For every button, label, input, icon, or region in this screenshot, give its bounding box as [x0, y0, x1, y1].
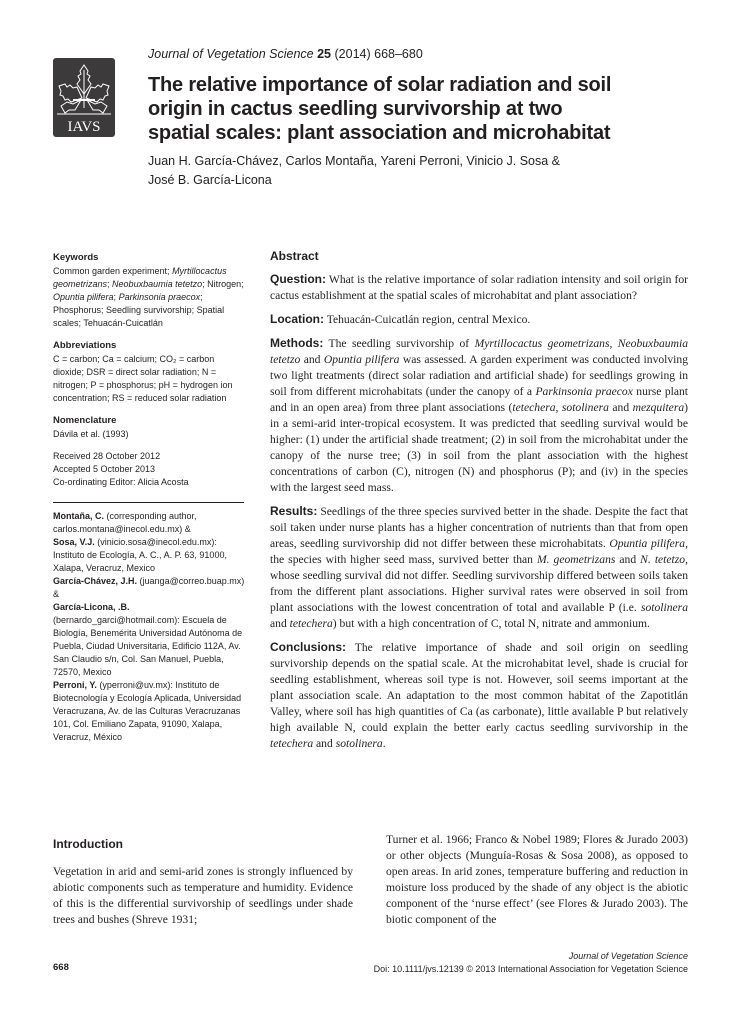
abstract-text: ) but with a high concentration of C, total N, nitrate and ammonium.: [332, 617, 650, 630]
abstract-italic-term: tetechera, sotolinera: [512, 401, 609, 414]
keywords-block: [53, 251, 247, 330]
abstract-section-label: Question:: [270, 272, 326, 286]
abstract-text: nurse plant and in an open area) from three plant associations (: [270, 385, 688, 414]
journal-pages: 668–680: [374, 47, 423, 61]
keyword-italic-term: Myrtillocactus geometrizans: [53, 266, 227, 289]
journal-name: Journal of Vegetation Science: [148, 47, 314, 61]
abstract-text: The relative importance of shade and soil origin on seedling survivorship depends on the spatial scale. At the microhabitat level, shade is crucial for seedling establishment, whereas soil type is not. However, soil seems important at the plant association scale. An adaptation to the most common habitat of the Zapotitlán Valley, where soil has high quantities of Ca (as carbonate), little available P but relatively high available N, could explain the better early cactus seedling survivorship in the: [270, 641, 688, 734]
footer-citation: [374, 950, 688, 976]
introduction-heading: Introduction: [53, 837, 123, 851]
abstract-text: Tehuacán-Cuicatlán region, central Mexico.: [324, 313, 531, 326]
abstract-italic-term: Opuntia pilifera: [323, 353, 400, 366]
affiliation-details: (bernardo_garci@hotmail.com): Escuela de Biología, Benemérita Universidad Autónoma de Puebla, Ciudad Universitaria, Edificio 112A, Av. San Claudio s/n, Col. San Manuel, Puebla, 72570, Mexico: [53, 615, 243, 677]
abstract-italic-term: M. geometrizans: [536, 553, 616, 566]
keyword-text: ;: [113, 292, 119, 302]
abstract-text: , the species with higher seed mass, survived better than: [270, 537, 688, 566]
affiliation-author-name: García-Chávez, J.H.: [53, 576, 138, 586]
keyword-text: ; Phosphorus; Seedling survivorship; Spatial scales; Tehuacán-Cuicatlán: [53, 292, 225, 328]
author-line: Juan H. García-Chávez, Carlos Montaña, Yareni Perroni, Vinicio J. Sosa &: [148, 154, 560, 168]
article-title: The relative importance of solar radiation and soil origin in cactus seedling survivorship at two spatial scales: plant association and microhabitat: [148, 74, 612, 144]
keyword-text: ;: [107, 279, 113, 289]
journal-year: (2014): [334, 47, 371, 61]
abstract-text: and: [300, 353, 324, 366]
footer-journal-name: Journal of Vegetation Science: [568, 951, 688, 961]
journal-citation: [148, 47, 423, 61]
abstract-section-label: Conclusions:: [270, 640, 347, 654]
introduction-paragraph-continued: Turner et al. 1966; Franco & Nobel 1989; Flores & Jurado 2003) or other objects (Munguía-Rosas & Sosa 2008), as opposed to open areas. In arid zones, temperature buffering and reduction in moisture loss produced by the shade of any object is the abiotic component of the ‘nurse effect’ (see Flores & Jurado 2003). The biotic component of the: [386, 833, 688, 926]
keyword-text: Common garden experiment;: [53, 266, 173, 276]
abstract-section: [270, 271, 688, 304]
abstract-italic-term: N. tetetzo: [640, 553, 686, 566]
keyword-italic-term: Opuntia pilifera: [53, 292, 114, 302]
keyword-italic-term: Neobuxbaumia tetetzo: [112, 279, 203, 289]
abstract-section-label: Results:: [270, 504, 318, 518]
author-list: [148, 152, 588, 190]
abstract-italic-term: sotolinera: [335, 737, 383, 750]
keyword-italic-term: Parkinsonia praecox: [118, 292, 201, 302]
affiliation-details: (vinicio.sosa@inecol.edu.mx): Instituto de Ecología, A. C., A. P. 63, 91000, Xalapa, Veracruz, Mexico: [53, 537, 227, 573]
abstract-text: was assessed. A garden experiment was conducted involving two light treatments (direct solar radiation and artificial shade) for seedlings growing in soil from different microhabitats (under the canopy of a: [270, 353, 688, 398]
keyword-text: ; Nitrogen;: [202, 279, 244, 289]
body-column-right: [386, 832, 688, 928]
affiliations-block: [53, 510, 247, 744]
abstract-section-label: Methods:: [270, 336, 324, 350]
abstract-text: The seedling survivorship of: [323, 337, 475, 350]
abstract-text: ) in a semi-arid inter-tropical ecosystem. It was predicted that seedling survival would be higher: (1) under the artificial shade treatment; (2) in soil from the microhabitat under the canopy of the nurse tree; (3) in soil from the plant association with the highest concentrations of carbon (C), nitrogen (N) and phosphorus (P); and (iv) in the species with the largest seed mass.: [270, 401, 689, 494]
abstract-text: and: [270, 617, 290, 630]
body-column-left: [53, 864, 353, 928]
abstract-italic-term: mezquitera: [632, 401, 685, 414]
abstract-text: Seedlings of the three species survived better in the shade. Despite the fact that soil taken under nurse plants has a higher concentration of nutrients than that from open areas, seedling survivorship did not differ between these microhabitats.: [270, 505, 688, 550]
abstract-section: [270, 639, 688, 752]
abstract-section: [270, 335, 688, 496]
abstract-italic-term: Parkinsonia praecox: [535, 385, 633, 398]
accepted-date: Accepted 5 October 2013: [53, 464, 156, 474]
abstract-italic-term: tetechera: [270, 737, 314, 750]
abstract-italic-term: Myrtillocactus geometrizans, Neobuxbaumia tetetzo: [270, 337, 688, 366]
received-date: Received 28 October 2012: [53, 451, 161, 461]
affiliation-author-name: García-Licona, .B.: [53, 602, 130, 612]
page-number: 668: [53, 962, 69, 973]
abbreviations-heading: Abbreviations: [53, 340, 117, 351]
affiliation-author-name: Sosa, V.J.: [53, 537, 95, 547]
abstract-text: and: [608, 401, 633, 414]
dates-block: [53, 450, 247, 489]
footer-doi[interactable]: Doi: 10.1111/jvs.12139 © 2013 International Association for Vegetation Science: [373, 964, 688, 974]
abstract-text: and: [313, 737, 336, 750]
sidebar-divider: [53, 502, 244, 503]
abstract: [270, 249, 688, 759]
affiliation-author-name: Montaña, C.: [53, 511, 104, 521]
author-line: José B. García-Licona: [148, 173, 272, 187]
affiliation-details: (juanga@correo.buap.mx) &: [53, 576, 245, 599]
logo-text: IAVS: [67, 119, 101, 135]
iavs-logo: [53, 58, 115, 137]
introduction-paragraph: Vegetation in arid and semi-arid zones is strongly influenced by abiotic components such as temperature and humidity. Evidence of this is the differential survivorship of seedlings under shade trees and bushes (Shreve 1931;: [53, 865, 353, 926]
abbreviations-block: [53, 339, 247, 405]
nomenclature-text: Dávila et al. (1993): [53, 429, 129, 439]
affiliation-author-name: Perroni, Y.: [53, 680, 97, 690]
abbreviations-text: C = carbon; Ca = calcium; CO₂ = carbon dioxide; DSR = direct solar radiation; N = nitrogen; P = phosphorus; pH = hydrogen ion concentration; RS = reduced solar radiation: [53, 354, 233, 403]
article-sidebar: [53, 251, 247, 744]
abstract-sections: [270, 271, 688, 752]
leaf-emblem-icon: [53, 58, 115, 137]
nomenclature-heading: Nomenclature: [53, 415, 117, 426]
abstract-heading: Abstract: [270, 249, 319, 263]
abstract-italic-term: Opuntia pilifera: [609, 537, 686, 550]
affiliation-details: (yperroni@uv.mx): Instituto de Biotecnología y Ecología Aplicada, Universidad Veracruzana, Av. de las Culturas Veracruzanas 101, Col. Emiliano Zapata, 91090, Xalapa, Veracruz, México: [53, 680, 242, 742]
abstract-text: What is the relative importance of solar radiation intensity and soil origin for cactus establishment at the spatial scales of microhabitat and plant association?: [270, 273, 688, 302]
abstract-text: and: [615, 553, 641, 566]
abstract-text: .: [382, 737, 386, 750]
affiliations-text: [53, 510, 247, 744]
keywords-heading: Keywords: [53, 252, 99, 263]
journal-volume: 25: [317, 47, 332, 61]
keywords-text: [53, 265, 247, 330]
coordinating-editor: Co-ordinating Editor: Alicia Acosta: [53, 477, 189, 487]
abstract-section: [270, 503, 688, 632]
abstract-text: , whose seedling survival did not differ. Seedling survivorship differed between soils taken from the different plant associations. Higher survival rates were observed in soil from plant associations with the lowest concentration of total and available P (i.e.: [270, 553, 688, 614]
abstract-section: [270, 311, 688, 328]
nomenclature-block: [53, 414, 247, 441]
abstract-section-label: Location:: [270, 312, 324, 326]
abstract-italic-term: sotolinera: [640, 601, 688, 614]
affiliation-details: (corresponding author, carlos.montana@inecol.edu.mx) &: [53, 511, 197, 534]
abstract-italic-term: tetechera: [289, 617, 333, 630]
